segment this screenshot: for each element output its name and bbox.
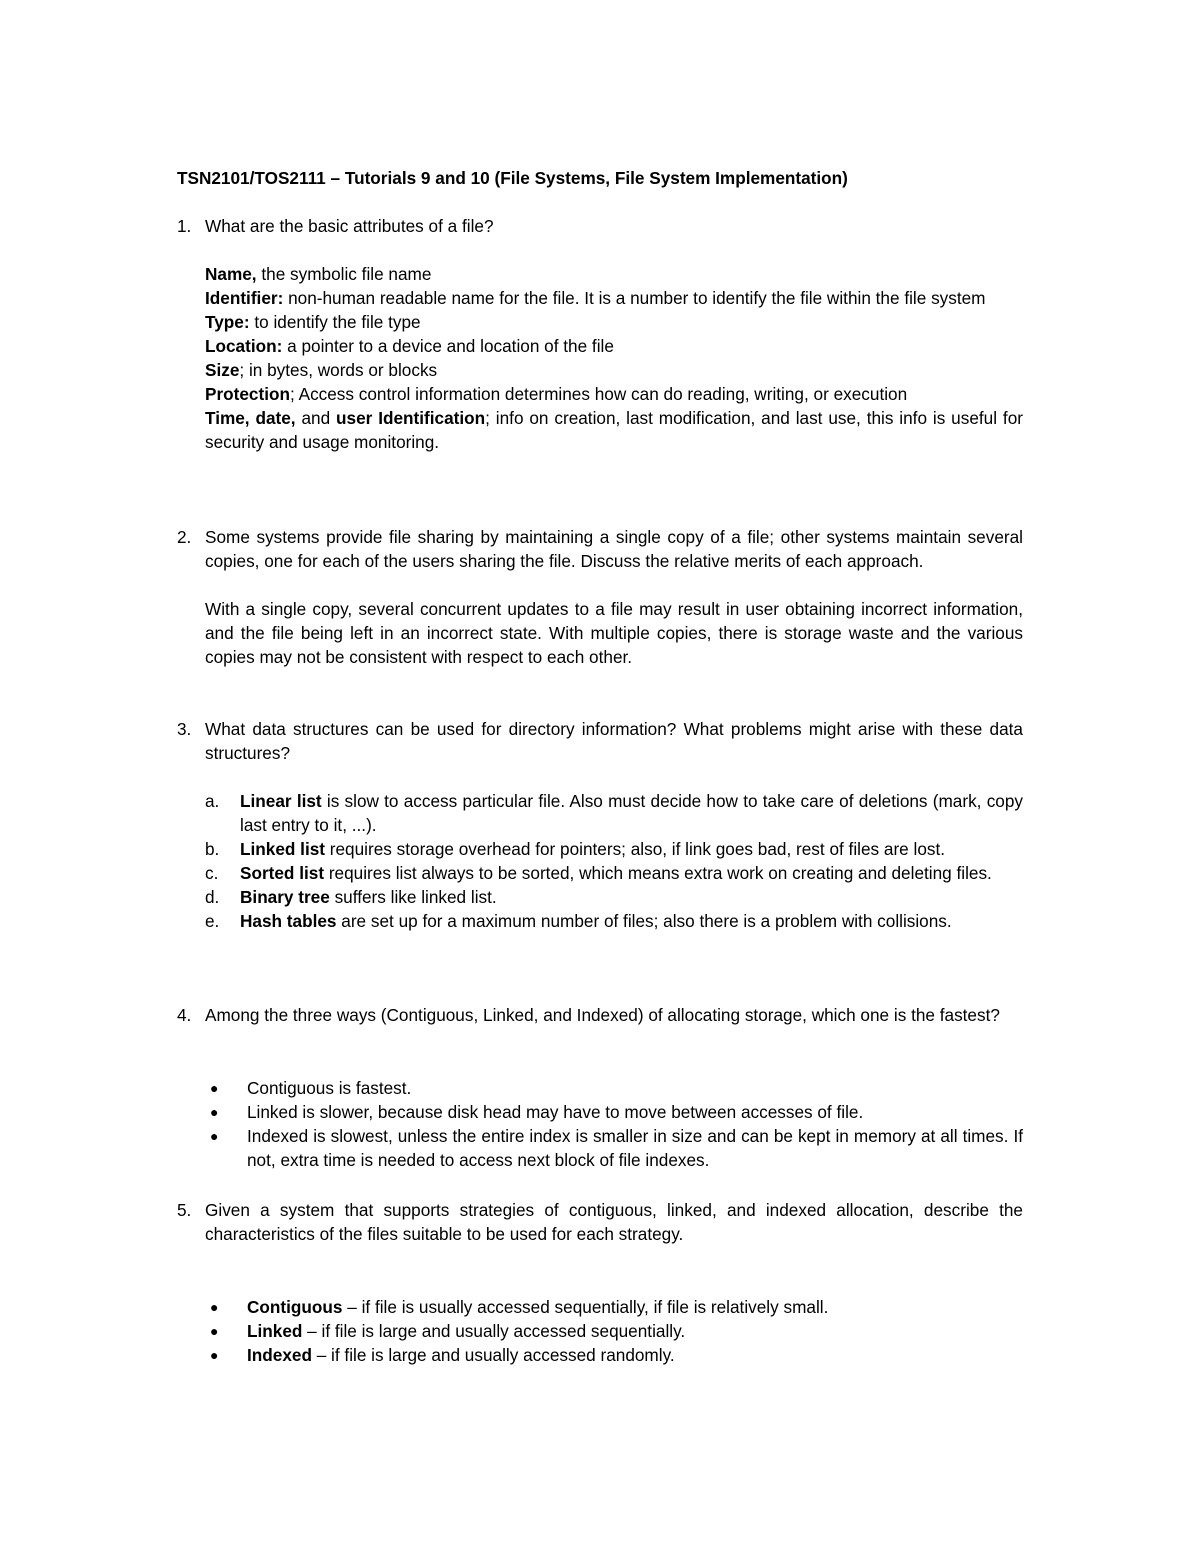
list-label: b.: [205, 839, 220, 859]
attribute-desc: ; in bytes, words or blocks: [239, 360, 438, 380]
bullet-item: [205, 1100, 1023, 1124]
attribute-term: Location:: [205, 336, 283, 356]
list-text: [240, 861, 1023, 885]
attribute-term: Time, date,: [205, 408, 296, 428]
bullet-icon: ●: [210, 1323, 219, 1339]
list-item: [205, 909, 1023, 933]
bullet-desc: – if file is large and usually accessed randomly.: [311, 1345, 675, 1365]
list-desc: are set up for a maximum number of files; also there is a problem with collisions.: [336, 911, 952, 931]
list-item: [205, 885, 1023, 909]
list-desc: requires storage overhead for pointers; also, if link goes bad, rest of files are lost.: [325, 839, 946, 859]
question-text: Among the three ways (Contiguous, Linked, and Indexed) of allocating storage, which one is the fastest?: [205, 1005, 1000, 1025]
list-label: d.: [205, 887, 220, 907]
attribute-term: Protection: [205, 384, 290, 404]
question-number: 4.: [177, 1005, 192, 1025]
attribute-desc: ; info on creation, last modification, and last use, this info is useful for security and usage monitoring.: [205, 408, 1023, 452]
question-text: Given a system that supports strategies of contiguous, linked, and indexed allocation, describe the characteristics of the files suitable to be used for each strategy.: [205, 1200, 1023, 1244]
document-title: TSN2101/TOS2111 – Tutorials 9 and 10 (File Systems, File System Implementation): [177, 168, 848, 188]
bullet-icon: ●: [210, 1299, 219, 1315]
bullet-text: [247, 1343, 1023, 1367]
list-desc: requires list always to be sorted, which means extra work on creating and deleting files.: [324, 863, 992, 883]
list-term: Hash tables: [240, 911, 337, 931]
list-term: Linear list: [240, 791, 322, 811]
q5-answer-list: [205, 1295, 1023, 1367]
attribute-line: [205, 334, 1023, 358]
attribute-term: Size: [205, 360, 240, 380]
attribute-term: Name,: [205, 264, 257, 284]
bullet-desc: – if file is large and usually accessed sequentially.: [302, 1321, 686, 1341]
question-number: 5.: [177, 1200, 192, 1220]
bullet-item: [205, 1076, 1023, 1100]
bullet-term: Linked: [247, 1321, 303, 1341]
bullet-desc: – if file is usually accessed sequentially, if file is relatively small.: [342, 1297, 829, 1317]
bullet-term: Indexed: [247, 1345, 312, 1365]
attribute-line: [205, 262, 1023, 286]
question-number: 2.: [177, 527, 192, 547]
bullet-text: Linked is slower, because disk head may have to move between accesses of file.: [247, 1102, 864, 1122]
attribute-desc: a pointer to a device and location of the file: [282, 336, 614, 356]
list-desc: suffers like linked list.: [329, 887, 497, 907]
question-1: [177, 214, 1023, 238]
question-text: What are the basic attributes of a file?: [205, 216, 494, 236]
question-text: What data structures can be used for directory information? What problems might arise with these data structures?: [205, 719, 1023, 763]
attribute-line: [205, 310, 1023, 334]
bullet-term: Contiguous: [247, 1297, 343, 1317]
bullet-item: [205, 1295, 1023, 1319]
list-text: [240, 885, 1023, 909]
attribute-line: [205, 286, 1023, 310]
question-2: [177, 525, 1023, 573]
bullet-icon: ●: [210, 1128, 219, 1144]
bullet-item: [205, 1319, 1023, 1343]
list-item: [205, 789, 1023, 837]
answer-text: With a single copy, several concurrent updates to a file may result in user obtaining incorrect information, and the file being left in an incorrect state. With multiple copies, there is storage waste and the various copies may not be consistent with respect to each other.: [205, 599, 1023, 667]
q3-answer-list: [205, 789, 1023, 933]
bullet-text: Contiguous is fastest.: [247, 1078, 412, 1098]
bullet-item: [205, 1343, 1023, 1367]
attribute-line: [205, 382, 1023, 406]
bullet-item: [205, 1124, 1023, 1172]
question-text: Some systems provide file sharing by maintaining a single copy of a file; other systems maintain several copies, one for each of the users sharing the file. Discuss the relative merits of each approach.: [205, 527, 1023, 571]
attribute-connector: and: [295, 408, 337, 428]
bullet-text: [247, 1319, 1023, 1343]
q1-answer: [205, 262, 1023, 454]
list-item: [205, 861, 1023, 885]
list-term: Binary tree: [240, 887, 330, 907]
list-text: [240, 909, 1023, 933]
bullet-text: Indexed is slowest, unless the entire index is smaller in size and can be kept in memory at all times. If not, extra time is needed to access next block of file indexes.: [247, 1126, 1023, 1170]
q4-answer-list: [205, 1076, 1023, 1172]
question-5: [177, 1198, 1023, 1246]
attribute-desc: non-human readable name for the file. It is a number to identify the file within the file system: [283, 288, 986, 308]
question-4: [177, 1003, 1023, 1027]
bullet-text: [247, 1295, 1023, 1319]
attribute-desc: to identify the file type: [249, 312, 421, 332]
list-desc: is slow to access particular file. Also must decide how to take care of deletions (mark, copy last entry to it, ...).: [240, 791, 1023, 835]
bullet-icon: ●: [210, 1347, 219, 1363]
list-term: Linked list: [240, 839, 325, 859]
attribute-line: [205, 406, 1023, 454]
attribute-desc: the symbolic file name: [256, 264, 432, 284]
bullet-icon: ●: [210, 1104, 219, 1120]
q2-answer: [205, 597, 1023, 669]
attribute-term: Identifier:: [205, 288, 284, 308]
bullet-icon: ●: [210, 1080, 219, 1096]
list-label: a.: [205, 791, 220, 811]
list-item: [205, 837, 1023, 861]
list-text: [240, 837, 1023, 861]
question-number: 1.: [177, 216, 192, 236]
list-text: [240, 789, 1023, 837]
attribute-desc: ; Access control information determines how can do reading, writing, or execution: [290, 384, 908, 404]
question-3: [177, 717, 1023, 765]
attribute-term: Type:: [205, 312, 250, 332]
list-label: e.: [205, 911, 220, 931]
question-number: 3.: [177, 719, 192, 739]
list-term: Sorted list: [240, 863, 325, 883]
attribute-line: [205, 358, 1023, 382]
list-label: c.: [205, 863, 219, 883]
attribute-term: user Identification: [336, 408, 486, 428]
